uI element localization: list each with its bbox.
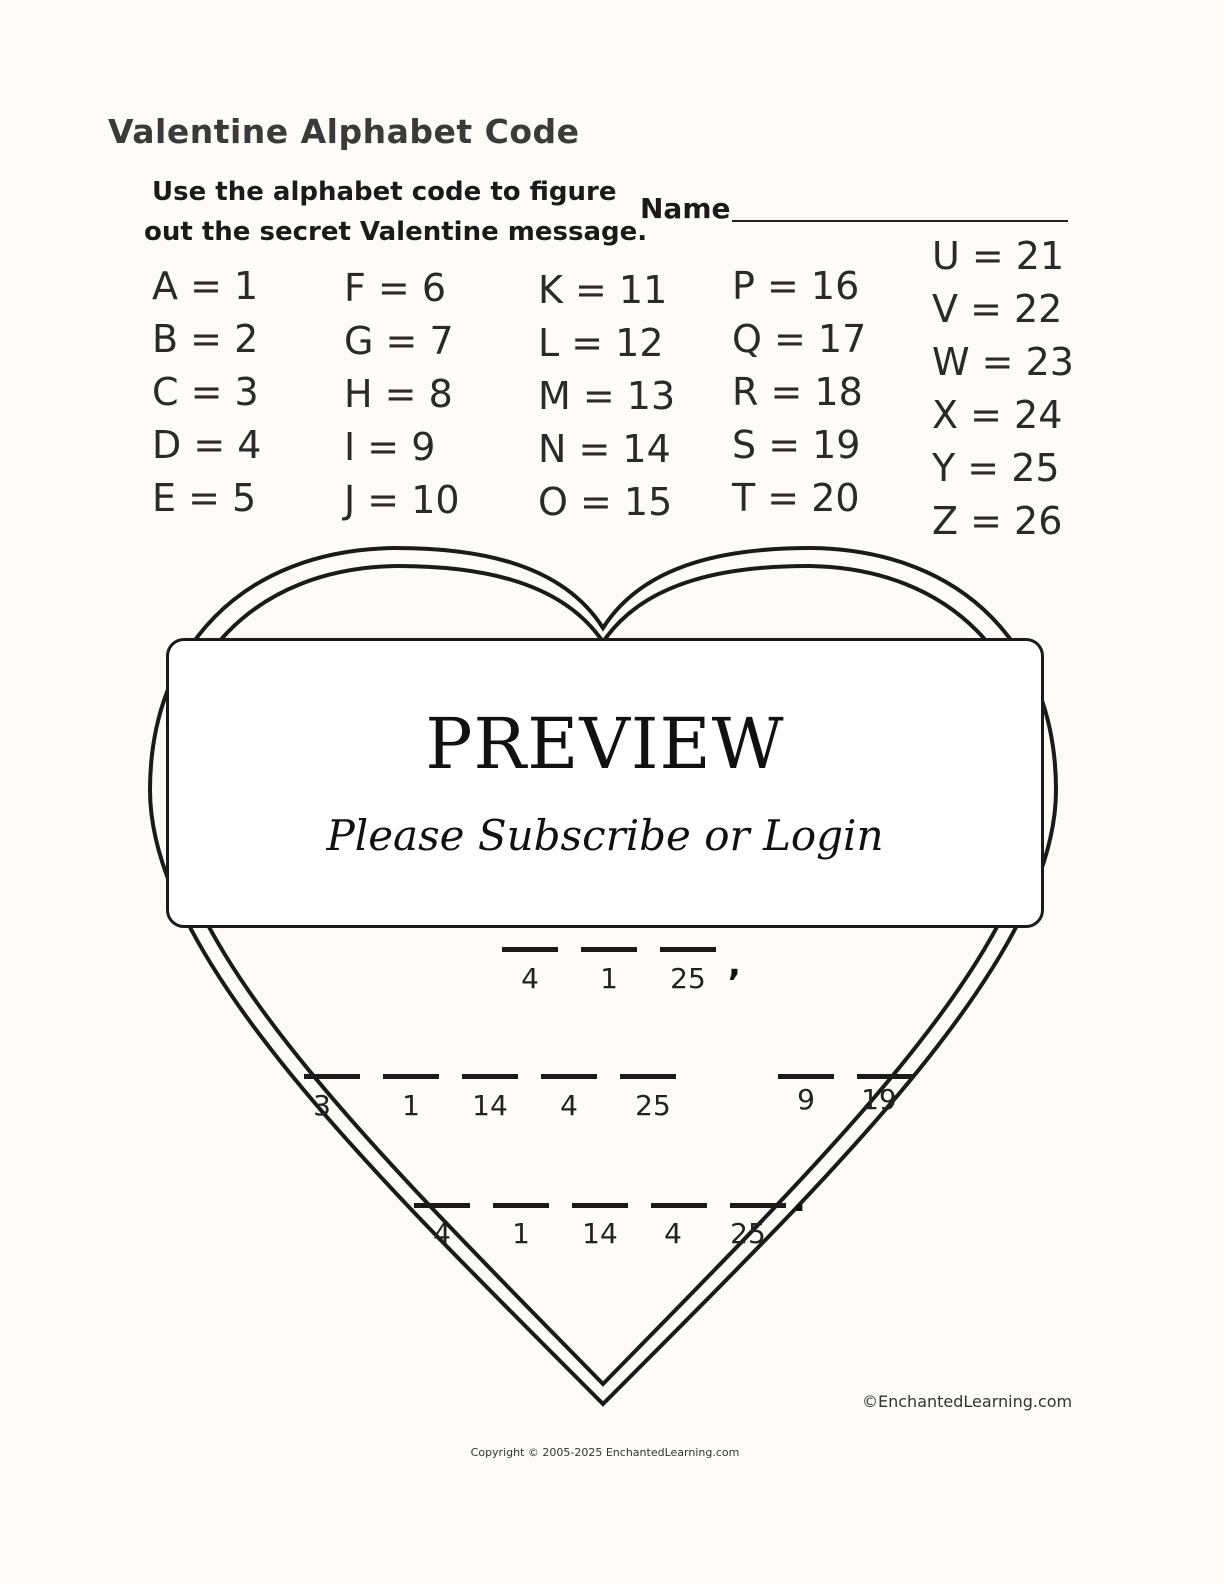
instructions-line-2: out the secret Valentine message. (144, 217, 648, 247)
clue-number: 3 (313, 1089, 331, 1122)
period-mark: . (793, 1180, 806, 1220)
preview-title: PREVIEW (425, 703, 785, 785)
code-entry: Z = 26 (932, 499, 1063, 543)
clue-number: 25 (730, 1217, 766, 1250)
clue-number: 4 (521, 962, 539, 995)
code-entry: Y = 25 (932, 446, 1060, 490)
code-entry: O = 15 (538, 480, 673, 524)
name-label: Name (640, 192, 731, 225)
code-entry: D = 4 (152, 423, 262, 467)
code-entry: P = 16 (732, 264, 860, 308)
code-entry: H = 8 (344, 372, 453, 416)
answer-blank[interactable] (581, 947, 637, 952)
clue-number: 1 (600, 962, 618, 995)
code-entry: G = 7 (344, 319, 454, 363)
clue-number: 4 (664, 1217, 682, 1250)
code-entry: T = 20 (732, 476, 860, 520)
answer-blank[interactable] (778, 1074, 834, 1079)
answer-blank[interactable] (383, 1074, 439, 1079)
answer-blank[interactable] (572, 1203, 628, 1208)
code-entry: W = 23 (932, 340, 1074, 384)
code-entry: J = 10 (344, 478, 460, 522)
preview-overlay[interactable] (166, 638, 1044, 928)
code-entry: C = 3 (152, 370, 259, 414)
code-entry: N = 14 (538, 427, 671, 471)
clue-number: 9 (797, 1083, 815, 1116)
answer-blank[interactable] (730, 1203, 786, 1208)
clue-number: 1 (512, 1217, 530, 1250)
clue-number: 4 (560, 1089, 578, 1122)
code-entry: B = 2 (152, 317, 259, 361)
clue-number: 14 (582, 1217, 618, 1250)
answer-blank[interactable] (660, 947, 716, 952)
answer-blank[interactable] (857, 1074, 913, 1079)
code-entry: V = 22 (932, 287, 1063, 331)
answer-blank[interactable] (502, 947, 558, 952)
answer-blank[interactable] (541, 1074, 597, 1079)
code-entry: I = 9 (344, 425, 436, 469)
comma-mark: , (728, 944, 741, 984)
instructions-line-1: Use the alphabet code to figure (152, 177, 617, 207)
answer-blank[interactable] (651, 1203, 707, 1208)
code-entry: F = 6 (344, 266, 447, 310)
answer-blank[interactable] (304, 1074, 360, 1079)
code-entry: M = 13 (538, 374, 676, 418)
clue-number: 19 (861, 1083, 897, 1116)
code-entry: Q = 17 (732, 317, 867, 361)
answer-blank[interactable] (493, 1203, 549, 1208)
code-entry: R = 18 (732, 370, 863, 414)
clue-number: 1 (402, 1089, 420, 1122)
answer-blank[interactable] (620, 1074, 676, 1079)
clue-number: 4 (433, 1217, 451, 1250)
page-title: Valentine Alphabet Code (108, 112, 580, 151)
code-entry: X = 24 (932, 393, 1063, 437)
code-entry: S = 19 (732, 423, 861, 467)
copyright-footer: Copyright © 2005-2025 EnchantedLearning.com (470, 1446, 740, 1459)
code-entry: K = 11 (538, 268, 668, 312)
credit-label: ©EnchantedLearning.com (862, 1392, 1073, 1411)
code-entry: L = 12 (538, 321, 664, 365)
clue-number: 25 (635, 1089, 671, 1122)
clue-number: 25 (670, 962, 706, 995)
code-entry: A = 1 (152, 264, 259, 308)
answer-blank[interactable] (462, 1074, 518, 1079)
answer-blank[interactable] (414, 1203, 470, 1208)
code-entry: U = 21 (932, 234, 1065, 278)
code-entry: E = 5 (152, 476, 257, 520)
clue-number: 14 (472, 1089, 508, 1122)
preview-subtitle[interactable]: Please Subscribe or Login (326, 811, 884, 860)
